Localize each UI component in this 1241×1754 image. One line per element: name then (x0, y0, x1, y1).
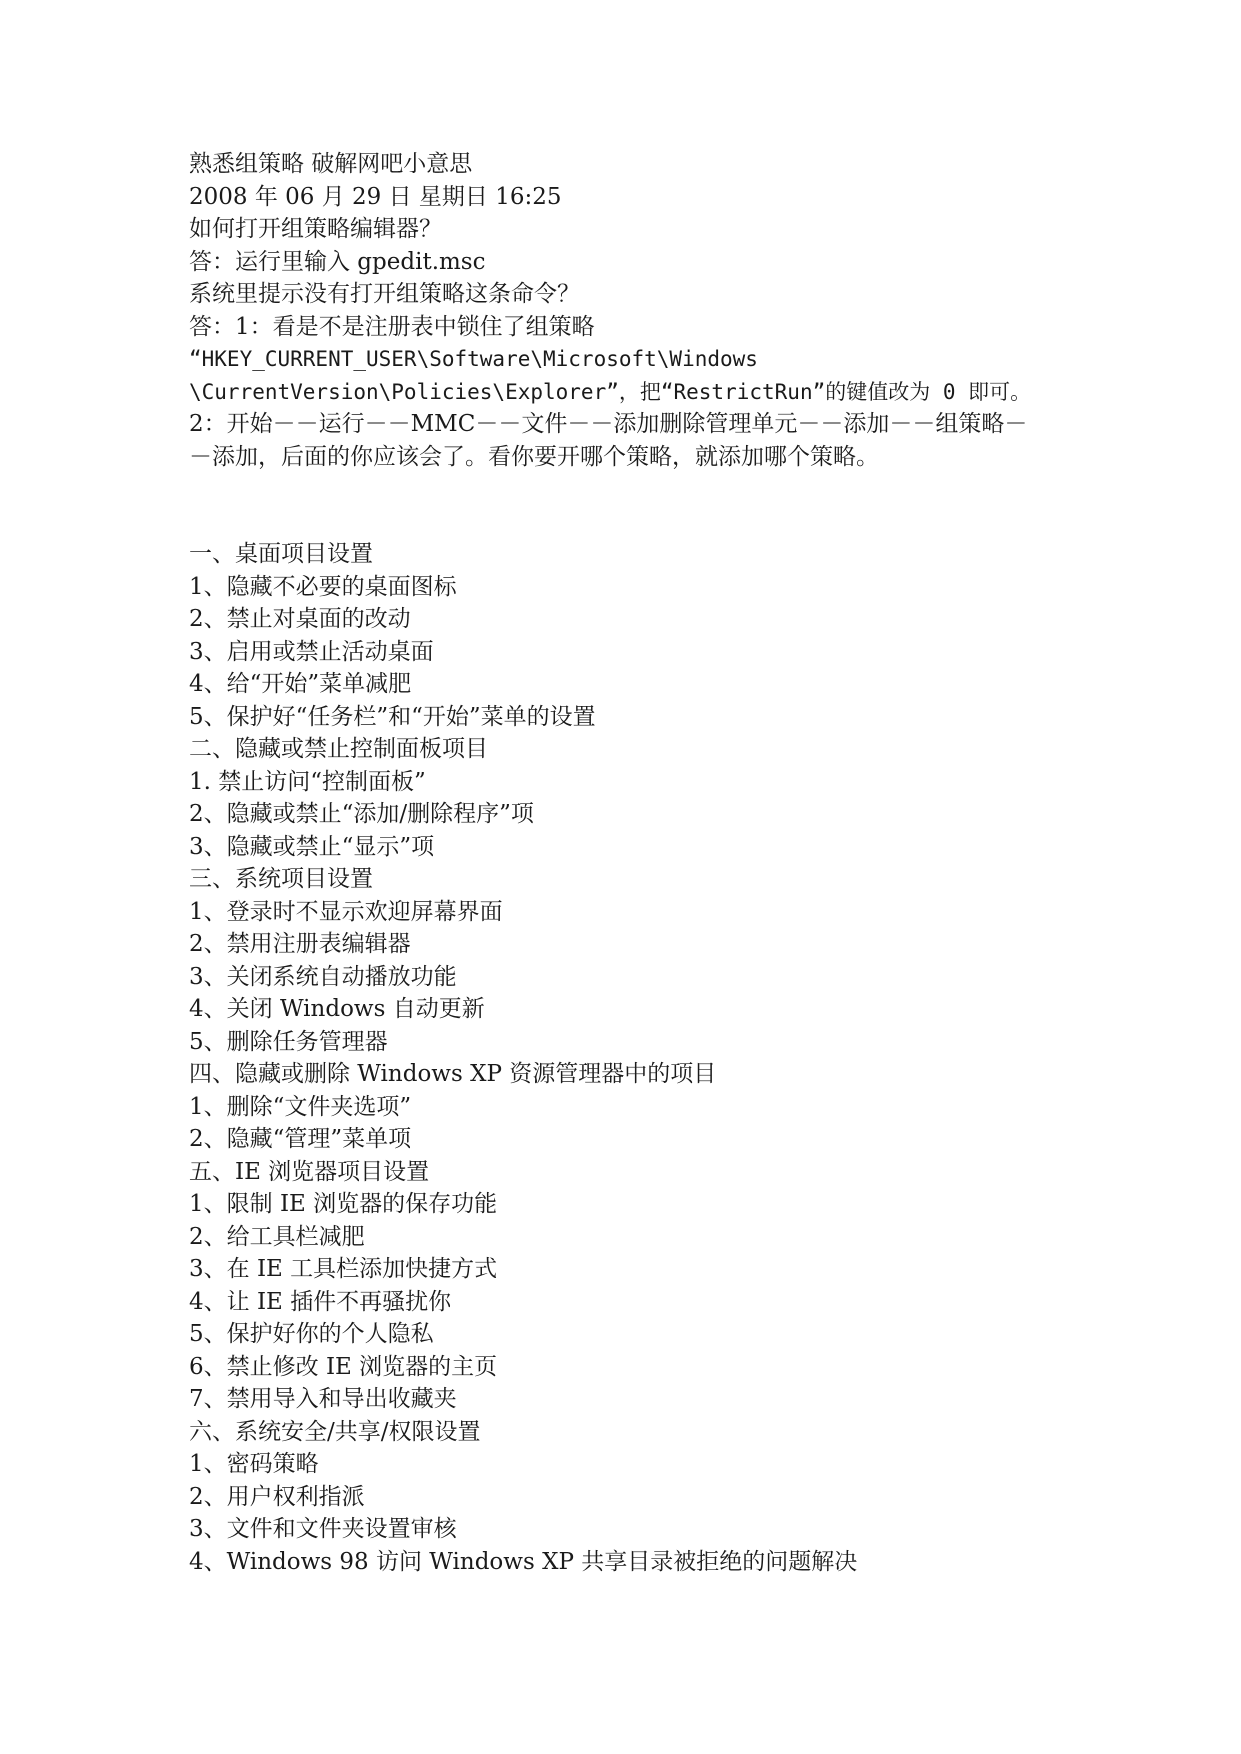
outline-item: 1、限制 IE 浏览器的保存功能 (189, 1191, 498, 1217)
document-title: 熟悉组策略 破解网吧小意思 (189, 151, 473, 177)
outline-item: 1、删除“文件夹选项” (189, 1093, 412, 1120)
outline-item: 5、保护好你的个人隐私 (189, 1321, 434, 1347)
question-2: 系统里提示没有打开组策略这条命令？ (189, 281, 580, 307)
outline-item: 6、禁止修改 IE 浏览器的主页 (189, 1353, 498, 1380)
outline-heading: 二、隐藏或禁止控制面板项目 (189, 736, 488, 762)
outline-item: 3、文件和文件夹设置审核 (189, 1516, 457, 1542)
outline-item: 1. 禁止访问“控制面板” (189, 768, 426, 795)
answer-2-line-4: 2：开始－－运行－－MMC－－文件－－添加删除管理单元－－添加－－组策略－ (189, 411, 1028, 437)
section-spacer (189, 473, 1069, 538)
outline-item: 4、让 IE 插件不再骚扰你 (189, 1288, 452, 1315)
outline-heading: 四、隐藏或删除 Windows XP 资源管理器中的项目 (189, 1061, 717, 1087)
document-body (189, 148, 1069, 1578)
outline-heading: 一、桌面项目设置 (189, 541, 373, 567)
outline-item: 7、禁用导入和导出收藏夹 (189, 1386, 457, 1412)
outline-item: 1、隐藏不必要的桌面图标 (189, 573, 457, 600)
outline-item: 4、给“开始”菜单减肥 (189, 671, 412, 697)
outline-item: 2、用户权利指派 (189, 1483, 365, 1510)
answer-2-line-1: 答：1：看是不是注册表中锁住了组策略 (189, 313, 595, 340)
outline-item: 3、隐藏或禁止“显示”项 (189, 833, 435, 860)
outline-item: 5、保护好“任务栏”和“开始”菜单的设置 (189, 703, 596, 730)
outline-item: 4、关闭 Windows 自动更新 (189, 996, 485, 1022)
answer-2-line-5: －添加，后面的你应该会了。看你要开哪个策略，就添加哪个策略。 (189, 443, 879, 470)
answer-2-registry-path-line-1: “HKEY_CURRENT_USER\Software\Microsoft\Windows (189, 347, 758, 371)
outline-item: 2、禁止对桌面的改动 (189, 606, 411, 632)
outline-item: 4、Windows 98 访问 Windows XP 共享目录被拒绝的问题解决 (189, 1548, 858, 1575)
outline-item: 3、启用或禁止活动桌面 (189, 638, 434, 665)
outline-item: 5、删除任务管理器 (189, 1028, 388, 1055)
outline-item: 3、关闭系统自动播放功能 (189, 963, 457, 990)
outline-item: 1、密码策略 (189, 1451, 319, 1477)
outline-item: 2、隐藏或禁止“添加/删除程序”项 (189, 801, 534, 827)
outline-heading: 五、IE 浏览器项目设置 (189, 1158, 430, 1185)
outline-item: 2、给工具栏减肥 (189, 1223, 365, 1250)
answer-2-registry-path-line-2: \CurrentVersion\Policies\Explorer”，把“RestrictRun”的键值改为 0 即可。 (189, 379, 1032, 404)
outline-item: 1、登录时不显示欢迎屏幕界面 (189, 898, 503, 925)
post-datetime: 2008 年 06 月 29 日 星期日 16:25 (189, 183, 562, 210)
question-1: 如何打开组策略编辑器？ (189, 216, 442, 242)
outline-item: 3、在 IE 工具栏添加快捷方式 (189, 1256, 498, 1282)
outline-heading: 三、系统项目设置 (189, 866, 373, 892)
outline-item: 2、禁用注册表编辑器 (189, 931, 411, 957)
outline-list (189, 538, 1069, 1578)
answer-1: 答：运行里输入 gpedit.msc (189, 248, 486, 275)
outline-heading: 六、系统安全/共享/权限设置 (189, 1418, 481, 1445)
outline-item: 2、隐藏“管理”菜单项 (189, 1126, 412, 1152)
